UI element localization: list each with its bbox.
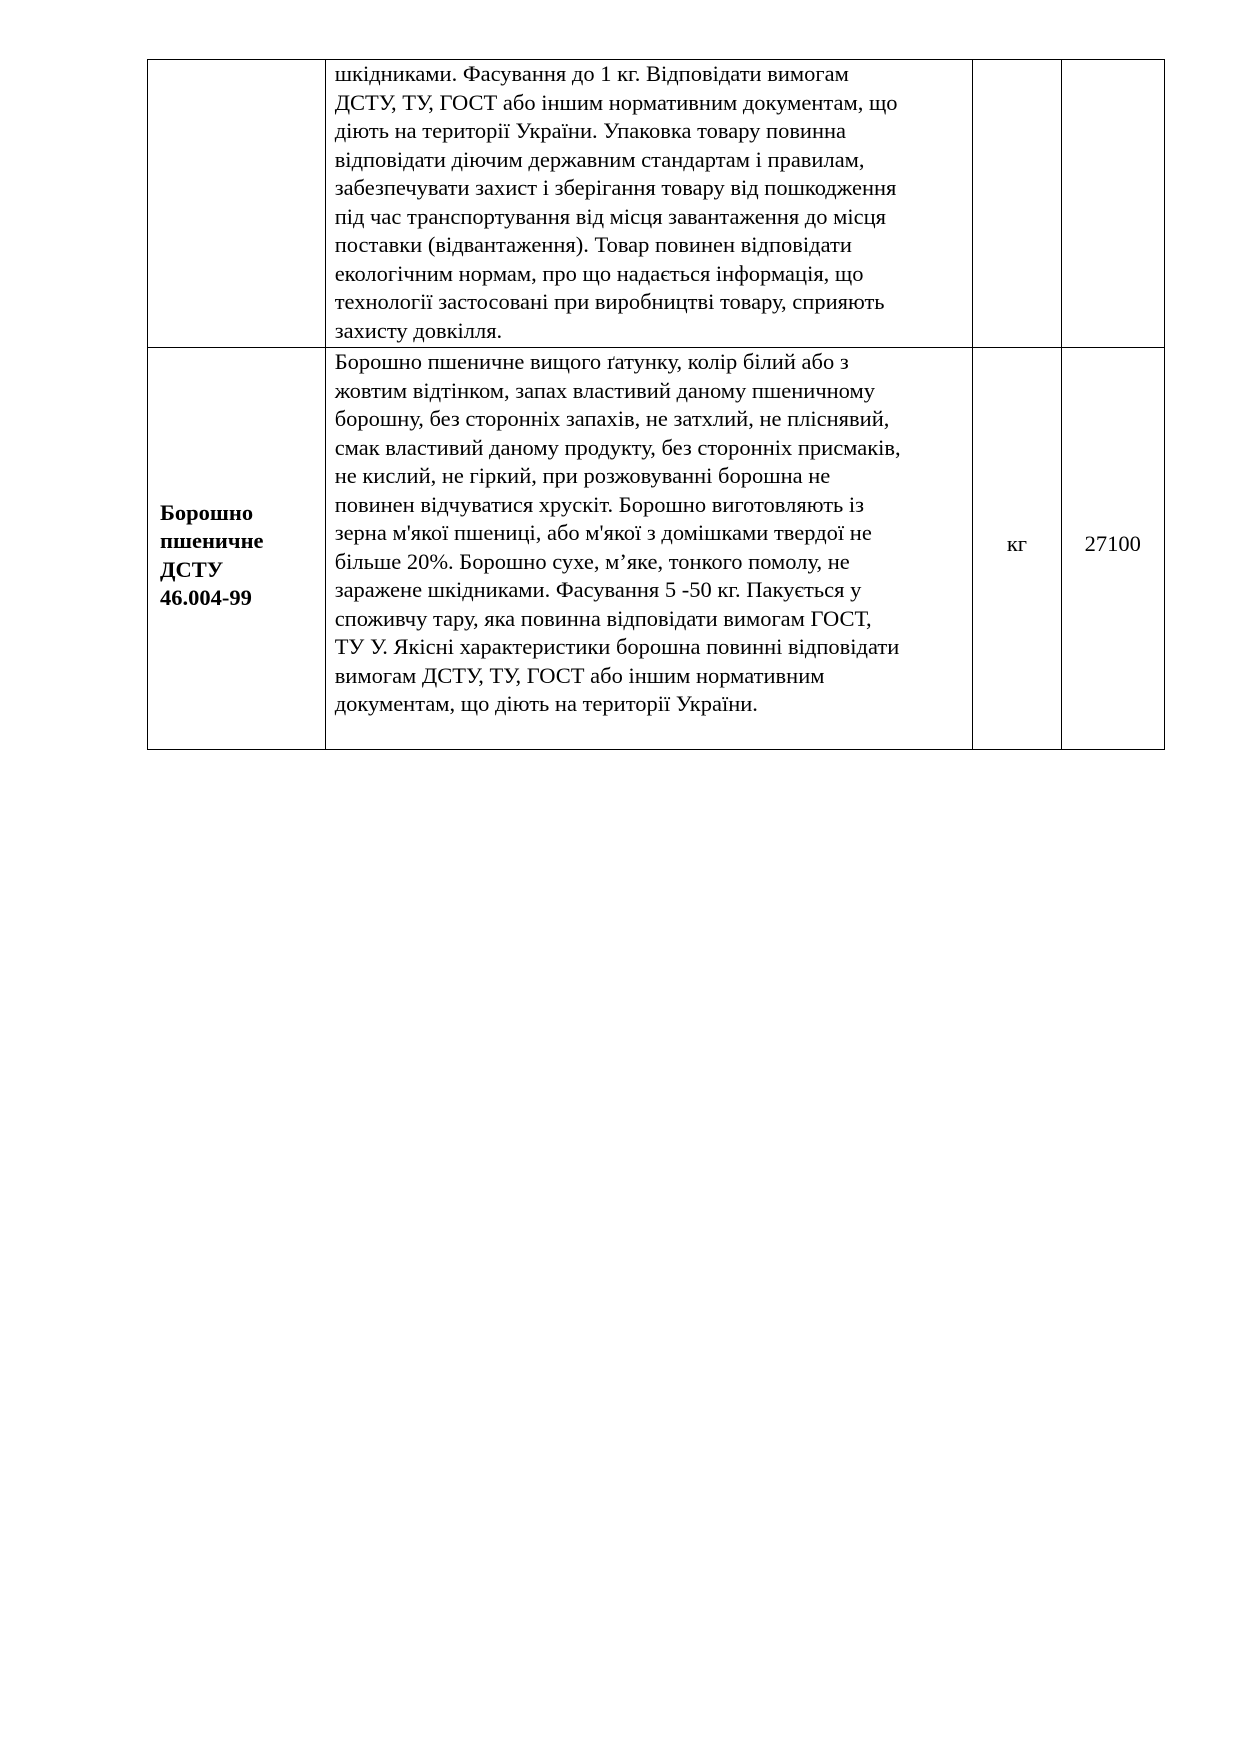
- table-row: [148, 348, 1165, 750]
- description-line: споживчу тару, яка повинна відповідати вимогам ГОСТ,: [334, 605, 872, 631]
- product-name-line: Борошно: [160, 499, 254, 525]
- unit-cell: [973, 348, 1061, 750]
- description-line: борошну, без сторонніх запахів, не затхлий, не пліснявий,: [334, 406, 890, 431]
- description-line: шкідниками. Фасування до 1 кг. Відповідати вимогам: [334, 61, 849, 86]
- product-description-cell: [325, 348, 973, 750]
- description-line: жовтим відтінком, запах властивий даному пшеничному: [334, 377, 875, 403]
- description-line: під час транспортування від місця завантаження до місця: [334, 203, 886, 229]
- description-line: забезпечувати захист і зберігання товару від пошкодження: [334, 175, 897, 200]
- product-description-cell: [325, 60, 973, 348]
- description-line: документам, що діють на території України.: [334, 691, 758, 716]
- unit-cell: [973, 60, 1061, 348]
- description-line: технології застосовані при виробництві товару, сприяють: [334, 289, 885, 314]
- product-name-line: ДСТУ: [160, 556, 224, 582]
- description-line: зерна м'якої пшениці, або м'якої з домішками твердої не: [334, 520, 872, 545]
- description-line: екологічним нормам, про що надається інформація, що: [334, 260, 864, 286]
- specification-table: [147, 59, 1165, 750]
- description-line: відповідати діючим державним стандартам і правилам,: [334, 146, 865, 172]
- description-line: заражене шкідниками. Фасування 5 -50 кг. Пакується у: [334, 577, 862, 602]
- quantity-value: 27100: [1084, 531, 1141, 557]
- description-line: не кислий, не гіркий, при розжовуванні борошна не: [334, 463, 831, 488]
- description-line: більше 20%. Борошно сухе, м’яке, тонкого помолу, не: [334, 548, 850, 574]
- description-line: вимогам ДСТУ, ТУ, ГОСТ або іншим нормативним: [334, 662, 825, 688]
- product-name-line: пшеничне: [160, 528, 264, 553]
- product-name-line: 46.004-99: [160, 585, 252, 610]
- description-line: Борошно пшеничне вищого ґатунку, колір білий або з: [334, 349, 849, 374]
- quantity-cell: [1061, 60, 1164, 348]
- description-line: смак властивий даному продукту, без сторонніх присмаків,: [334, 434, 901, 460]
- description-line: захисту довкілля.: [334, 317, 503, 343]
- product-name-cell: [148, 60, 326, 348]
- description-line: поставки (відвантаження). Товар повинен відповідати: [334, 232, 852, 257]
- description-line: діють на території України. Упаковка товару повинна: [334, 118, 847, 143]
- table-row: [148, 60, 1165, 348]
- description-line: ТУ У. Якісні характеристики борошна повинні відповідати: [334, 634, 900, 659]
- description-line: ДСТУ, ТУ, ГОСТ або іншим нормативним документам, що: [334, 89, 898, 115]
- unit-value: кг: [1006, 531, 1027, 557]
- description-line: повинен відчуватися хрускіт. Борошно виготовляють із: [334, 491, 865, 517]
- product-name-cell: [148, 348, 326, 750]
- quantity-cell: [1061, 348, 1164, 750]
